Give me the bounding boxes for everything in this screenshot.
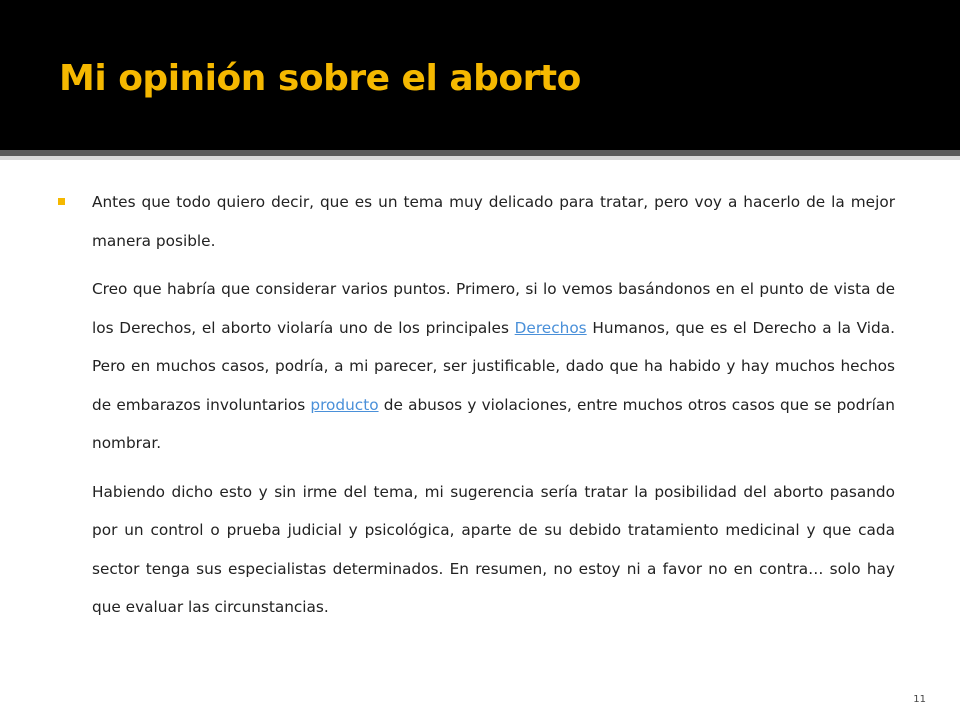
paragraph-rights-part3: de abusos y violaciones, entre muchos otros casos que se podrían nombrar.	[92, 395, 895, 452]
paragraph-rights-part1: Creo que habría que considerar varios puntos. Primero, si lo vemos basándonos en el punto de vista de los Derechos, el aborto violaría uno de los principales	[92, 280, 895, 337]
paragraph-rights-part2: Humanos, que es el Derecho a la Vida. Pero en muchos casos, podría, a mi parecer, ser justificable, dado que ha habido y hay muchos hechos de embarazos involuntarios	[92, 318, 895, 414]
paragraph-suggestion: Habiendo dicho esto y sin irme del tema, mi sugerencia sería tratar la posibilidad del aborto pasando por un control o prueba judicial y psicológica, aparte de su debido tratamiento medicinal y que cada sector tenga sus especialistas determinados. En resumen, no estoy ni a favor no en contra… solo hay que evaluar las circunstancias.	[92, 482, 895, 616]
square-bullet-icon	[58, 198, 65, 205]
derechos-link[interactable]: Derechos	[514, 318, 587, 337]
page-number: 11	[913, 694, 926, 705]
title-divider-light	[0, 156, 960, 160]
paragraph-rights	[58, 270, 895, 463]
slide-title: Mi opinión sobre el aborto	[59, 58, 581, 99]
title-band	[0, 0, 960, 150]
producto-link[interactable]: producto	[310, 395, 379, 414]
bullet-text: Antes que todo quiero decir, que es un tema muy delicado para tratar, pero voy a hacerlo de la mejor manera posible.	[92, 193, 895, 250]
slide-body	[58, 183, 895, 627]
bullet-item	[58, 183, 895, 260]
